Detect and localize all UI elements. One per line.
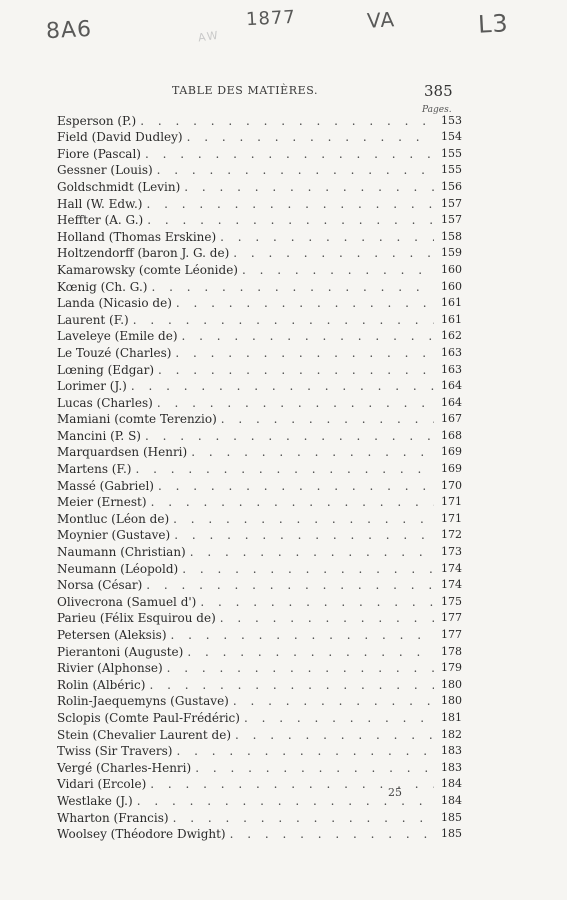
dot-leader — [167, 660, 434, 676]
handwritten-note-center: 1877 — [245, 6, 297, 31]
toc-entry-page: 180 — [441, 694, 462, 708]
dot-leader — [158, 362, 434, 378]
toc-entry-page: 169 — [441, 462, 462, 476]
toc-entry — [57, 460, 462, 477]
toc-entry-page: 184 — [441, 793, 462, 807]
toc-entry-page: 177 — [441, 628, 462, 641]
toc-entry-page: 182 — [441, 727, 462, 741]
dot-leader — [158, 478, 434, 494]
toc-entry-page: 178 — [441, 644, 462, 658]
toc-entry-page: 174 — [441, 578, 462, 592]
toc-entry-page: 161 — [441, 296, 462, 310]
dot-leader — [235, 727, 434, 743]
toc-entry — [57, 212, 462, 229]
toc-entry-page: 185 — [441, 827, 462, 841]
dot-leader — [151, 494, 434, 510]
toc-entry-page: 164 — [441, 395, 462, 409]
toc-entry-page: 163 — [441, 362, 462, 376]
toc-entry-name: Montluc (Léon de) — [57, 511, 170, 526]
toc-entry-name: Vergé (Charles-Henri) — [57, 760, 192, 775]
toc-entry-name: Lucas (Charles) — [57, 395, 153, 410]
toc-entry — [57, 610, 462, 627]
toc-entry — [57, 361, 462, 378]
running-title: TABLE DES MATIÈRES. — [172, 84, 319, 97]
dot-leader — [157, 395, 434, 411]
toc-entry-page: 156 — [441, 179, 462, 193]
dot-leader — [191, 444, 434, 460]
dot-leader — [221, 411, 434, 427]
toc-entry-name: Rolin (Albéric) — [57, 677, 146, 692]
dot-leader — [242, 262, 434, 278]
toc-entry-name: Wharton (Francis) — [57, 810, 169, 825]
dot-leader — [195, 760, 434, 776]
toc-entry-name: Martens (F.) — [57, 462, 132, 477]
toc-entry-name: Olivecrona (Samuel d') — [57, 594, 197, 609]
toc-entry — [57, 245, 462, 262]
toc-entry — [57, 759, 462, 776]
handwritten-note-right: VA — [366, 7, 396, 33]
toc-entry — [57, 162, 462, 179]
toc-entry-name: Meier (Ernest) — [57, 495, 147, 510]
toc-entry-page: 181 — [441, 710, 462, 724]
toc-entry — [57, 494, 462, 511]
toc-entry-page: 172 — [441, 528, 462, 542]
toc-entry — [57, 112, 462, 129]
toc-entry-page: 171 — [441, 495, 462, 509]
dot-leader — [174, 527, 434, 543]
dot-leader — [182, 328, 434, 344]
toc-entry — [57, 328, 462, 345]
toc-entry — [57, 826, 462, 843]
toc-entry-name: Stein (Chevalier Laurent de) — [57, 727, 231, 742]
dot-leader — [145, 146, 434, 162]
toc-entry-page: 153 — [441, 113, 462, 127]
handwritten-note-left: 8A6 — [45, 16, 93, 45]
toc-entry-page: 175 — [441, 594, 462, 608]
toc-entry-name: Vidari (Ercole) — [57, 777, 147, 792]
dot-leader — [187, 644, 434, 660]
toc-entry — [57, 261, 462, 278]
pages-column-label: Pages. — [422, 105, 452, 115]
dot-leader — [233, 245, 434, 261]
toc-entry-name: Pierantoni (Auguste) — [57, 644, 184, 659]
dot-leader — [244, 710, 434, 726]
toc-entry-name: Parieu (Félix Esquirou de) — [57, 611, 216, 626]
toc-entry-name: Rivier (Alphonse) — [57, 661, 163, 676]
toc-entry-name: Holtzendorff (baron J. G. de) — [57, 246, 230, 261]
toc-entry-name: Sclopis (Comte Paul-Frédéric) — [57, 710, 240, 725]
dot-leader — [173, 810, 434, 826]
toc-entry-name: Rolin-Jaequemyns (Gustave) — [57, 694, 229, 709]
toc-entry-page: 184 — [441, 777, 462, 791]
toc-entry-page: 163 — [441, 345, 462, 359]
signature-mark: 25 — [388, 786, 402, 799]
toc-entry-name: Marquardsen (Henri) — [57, 445, 188, 460]
toc-entry — [57, 693, 462, 710]
toc-entry — [57, 477, 462, 494]
dot-leader — [147, 212, 434, 228]
toc-entry-page: 155 — [441, 146, 462, 160]
toc-entry-name: Kamarowsky (comte Léonide) — [57, 262, 238, 277]
toc-entry — [57, 195, 462, 212]
toc-entry — [57, 510, 462, 527]
toc-entry-page: 164 — [441, 379, 462, 393]
dot-leader — [175, 345, 434, 361]
toc-entry-name: Landa (Nicasio de) — [57, 296, 172, 311]
toc-entry-page: 160 — [441, 262, 462, 276]
dot-leader — [146, 196, 434, 212]
dot-leader — [131, 378, 434, 394]
toc-entry — [57, 643, 462, 660]
toc-entry-name: Laurent (F.) — [57, 312, 129, 327]
toc-entry-page: 167 — [441, 412, 462, 426]
dot-leader — [133, 312, 434, 328]
toc-entry-page: 168 — [441, 428, 462, 442]
toc-entry-name: Naumann (Christian) — [57, 545, 186, 560]
toc-entry-page: 154 — [441, 130, 462, 144]
handwritten-note-far-right: L3 — [477, 9, 510, 39]
dot-leader — [220, 610, 434, 626]
toc-entry — [57, 809, 462, 826]
faint-stamp: AW — [197, 28, 221, 45]
toc-entry-name: Neumann (Léopold) — [57, 561, 179, 576]
toc-entry-name: Mamiani (comte Terenzio) — [57, 412, 217, 427]
toc-entry-name: Petersen (Aleksis) — [57, 628, 167, 642]
dot-leader — [157, 162, 434, 178]
dot-leader — [190, 544, 434, 560]
dot-leader — [151, 279, 434, 295]
toc-entry — [57, 577, 462, 594]
page-number: 385 — [424, 82, 453, 100]
toc-entry-page: 173 — [441, 545, 462, 559]
toc-entry-page: 155 — [441, 163, 462, 177]
dot-leader — [187, 129, 434, 145]
toc-entry-page: 180 — [441, 677, 462, 691]
toc-entry — [57, 660, 462, 677]
dot-leader — [149, 677, 434, 693]
toc-entry-page: 177 — [441, 611, 462, 625]
toc-entry — [57, 295, 462, 312]
toc-entry-name: Holland (Thomas Erskine) — [57, 229, 217, 244]
dot-leader — [146, 577, 434, 593]
toc-entry — [57, 311, 462, 328]
toc-entry-page: 158 — [441, 229, 462, 243]
toc-entry-page: 183 — [441, 760, 462, 774]
toc-entry — [57, 560, 462, 577]
toc-entry-page: 157 — [441, 213, 462, 227]
toc-entry — [57, 145, 462, 162]
dot-leader — [182, 561, 434, 577]
toc-entry — [57, 378, 462, 395]
toc-entry — [57, 344, 462, 361]
toc-entry-name: Kœnig (Ch. G.) — [57, 279, 148, 294]
dot-leader — [220, 229, 434, 245]
toc-entry-name: Moynier (Gustave) — [57, 528, 171, 543]
toc-entry-name: Gessner (Louis) — [57, 163, 153, 178]
dot-leader — [184, 179, 434, 195]
toc-entry — [57, 228, 462, 245]
toc-entry-name: Heffter (A. G.) — [57, 213, 144, 228]
toc-entry-name: Westlake (J.) — [57, 793, 133, 808]
toc-entry-name: Le Touzé (Charles) — [57, 345, 172, 360]
toc-entry — [57, 676, 462, 693]
toc-entry-page: 161 — [441, 312, 462, 326]
toc-entry-name: Norsa (César) — [57, 578, 143, 593]
toc-entry-name: Esperson (P.) — [57, 113, 137, 128]
dot-leader — [176, 743, 434, 759]
dot-leader — [230, 826, 434, 842]
toc-entry-name: Mancini (P. S) — [57, 428, 141, 443]
toc-entry-name: Lœning (Edgar) — [57, 362, 155, 377]
toc-entry — [57, 278, 462, 295]
toc-entry — [57, 129, 462, 146]
toc-entry-page: 185 — [441, 810, 462, 824]
toc-entry-page: 157 — [441, 196, 462, 210]
dot-leader — [135, 461, 434, 477]
dot-leader — [140, 113, 434, 129]
toc-entry-name: Hall (W. Edw.) — [57, 196, 143, 211]
toc-entry-page: 170 — [441, 478, 462, 492]
toc-entry-name: Twiss (Sir Travers) — [57, 744, 173, 759]
toc-entry-page: 169 — [441, 445, 462, 459]
toc-entry — [57, 709, 462, 726]
dot-leader — [171, 627, 435, 643]
toc-entry — [57, 394, 462, 411]
toc-entry-name: Massé (Gabriel) — [57, 478, 154, 493]
toc-entry — [57, 444, 462, 461]
toc-entry-page: 179 — [441, 661, 462, 675]
toc-entry-page: 162 — [441, 329, 462, 343]
toc-entry-name: Fiore (Pascal) — [57, 146, 141, 161]
toc-entry-name: Goldschmidt (Levin) — [57, 179, 181, 194]
toc-entry-name: Laveleye (Emile de) — [57, 329, 178, 344]
toc-entry-page: 159 — [441, 246, 462, 260]
toc-entry — [57, 743, 462, 760]
dot-leader — [233, 693, 434, 709]
toc-entry — [57, 427, 462, 444]
toc-entry-name: Woolsey (Théodore Dwight) — [57, 827, 226, 842]
toc-entry — [57, 726, 462, 743]
toc-entry-name: Field (David Dudley) — [57, 130, 183, 145]
dot-leader — [173, 511, 434, 527]
toc-entry-page: 171 — [441, 511, 462, 525]
toc-entry-name: Lorimer (J.) — [57, 379, 127, 394]
toc-entry-page: 174 — [441, 561, 462, 575]
toc-entry — [57, 527, 462, 544]
toc-entry — [57, 411, 462, 428]
dot-leader — [145, 428, 434, 444]
toc-entry-page: 183 — [441, 744, 462, 758]
toc-entry — [57, 543, 462, 560]
toc-entry — [57, 593, 462, 610]
dot-leader — [176, 295, 434, 311]
table-of-contents — [57, 112, 462, 842]
toc-entry — [57, 178, 462, 195]
toc-entry-page: 160 — [441, 279, 462, 293]
dot-leader — [200, 594, 434, 610]
toc-entry — [57, 626, 462, 643]
